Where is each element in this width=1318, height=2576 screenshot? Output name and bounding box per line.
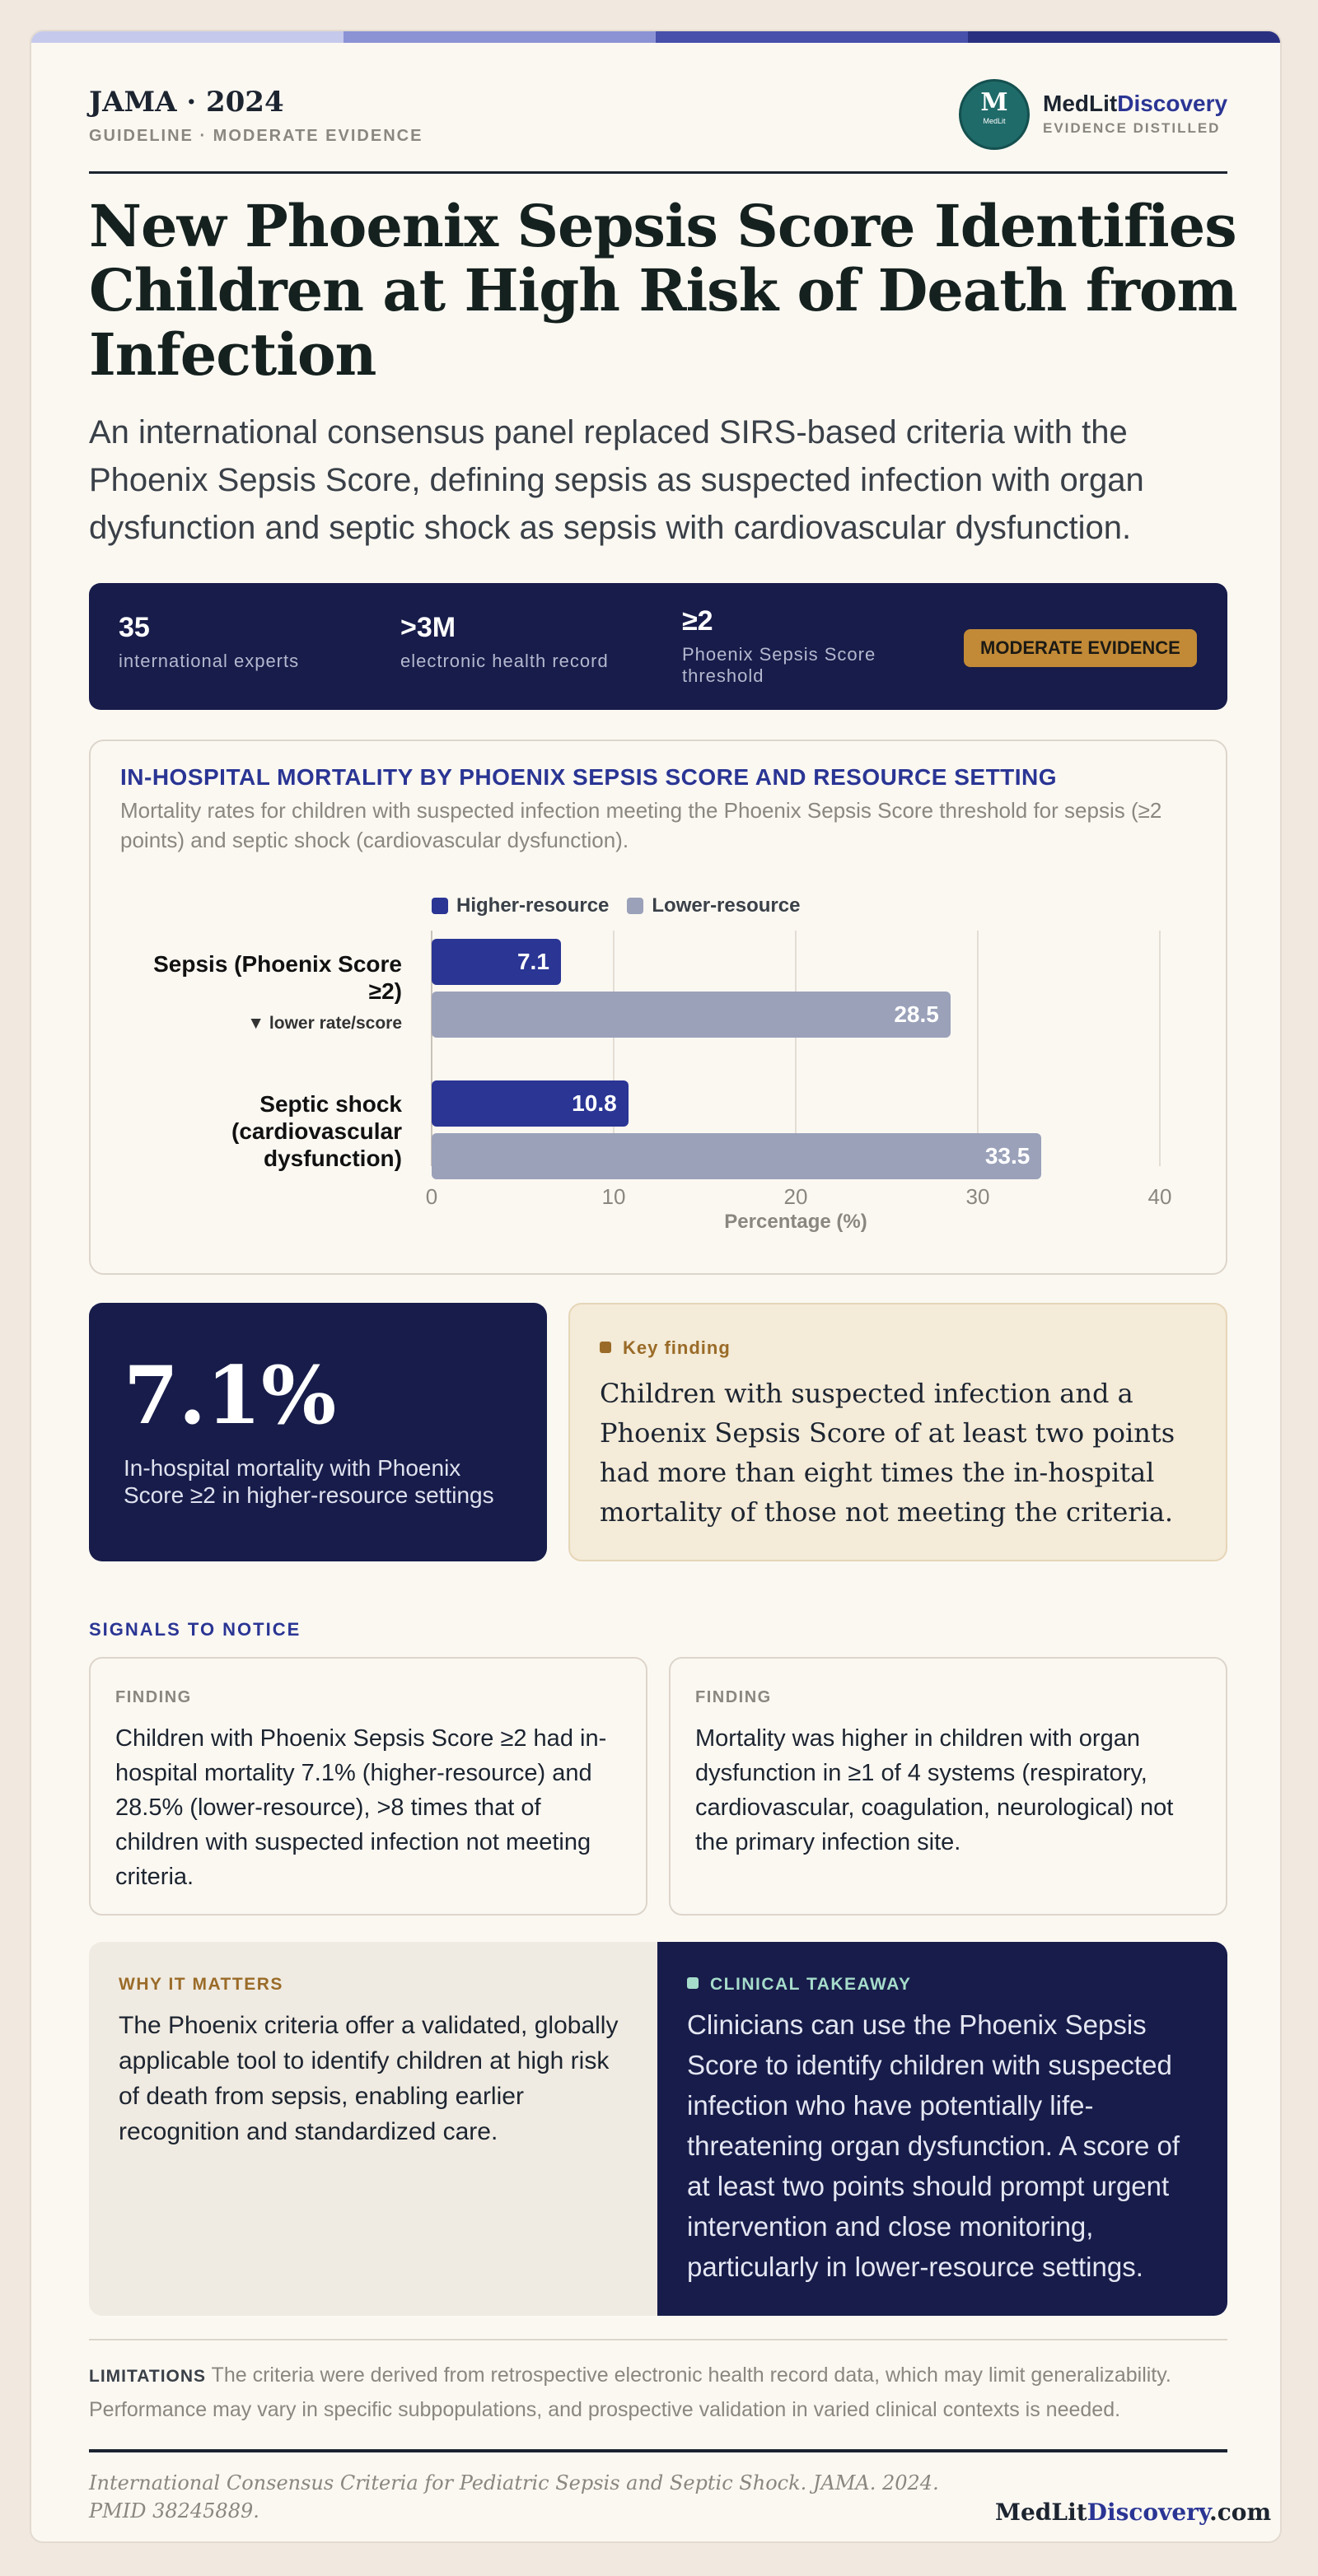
stat-value: 35 <box>119 612 150 643</box>
footer-divider <box>89 2449 1227 2452</box>
takeaway-text: Clinicians can use the Phoenix Sepsis Score to identify children with suspected infection who have potentially life-threatening organ dysfunction. A score of at least two points should prompt urgent intervention and close monitoring, particularly in lower-resource settings. <box>687 2009 1180 2282</box>
legend-swatch <box>627 898 643 914</box>
stats-strip <box>89 583 1227 710</box>
finding-text: Mortality was higher in children with organ dysfunction in ≥1 of 4 systems (respiratory, cardiovascular, coagulation, neurological) not the primary infection site. <box>695 1725 1174 1855</box>
limitations-label: LIMITATIONS <box>89 2367 207 2386</box>
logo-mark: M <box>980 88 1008 117</box>
square-bullet-icon <box>600 1342 611 1353</box>
highlight-value: 7.1% <box>124 1349 337 1442</box>
site-name <box>995 2499 1272 2526</box>
topbar-segment <box>656 31 968 43</box>
why-it-matters <box>89 1942 657 2316</box>
category-text: Sepsis (Phoenix Score ≥2) <box>153 951 402 1004</box>
gridline <box>977 931 979 1166</box>
key-finding-label-text: Key finding <box>623 1337 731 1358</box>
site-name-c: .com <box>1208 2499 1272 2526</box>
bar-lower-resource: 28.5 <box>432 992 951 1038</box>
x-tick-label: 0 <box>425 1184 438 1209</box>
finding-text: Children with Phoenix Sepsis Score ≥2 had in-hospital mortality 7.1% (higher-resource) and 28.5% (lower-resource), >8 times that of children with suspected infection not meeting criteria. <box>115 1725 607 1890</box>
square-bullet-icon <box>687 1977 699 1989</box>
takeaway-label-text: CLINICAL TAKEAWAY <box>710 1975 912 1994</box>
bar-higher-resource: 10.8 <box>432 1080 629 1127</box>
finding-label: FINDING <box>115 1688 192 1706</box>
stat-value: ≥2 <box>682 605 713 637</box>
x-tick-label: 10 <box>601 1184 626 1209</box>
bar-higher-resource: 7.1 <box>432 939 561 985</box>
citation: International Consensus Criteria for Pediatric Sepsis and Septic Shock. JAMA. 2024. PMID 38245889. <box>89 2471 939 2522</box>
why-text: The Phoenix criteria offer a validated, globally applicable tool to identify children at high risk of death from sepsis, enabling earlier recognition and standardized care. <box>119 2012 619 2145</box>
gridline <box>613 931 615 1166</box>
key-finding-card <box>568 1303 1227 1561</box>
finding-card-2 <box>669 1657 1227 1916</box>
category-label-septic-shock <box>138 1090 402 1172</box>
category-text: Septic shock (cardiovascular dysfunction) <box>231 1091 402 1171</box>
mortality-chart-card <box>89 740 1227 1275</box>
finding-label: FINDING <box>695 1688 772 1706</box>
bar-lower-resource: 33.5 <box>432 1133 1041 1179</box>
logo-small-text: MedLit <box>983 117 1006 125</box>
highlight-label: In-hospital mortality with Phoenix Score ≥2 in higher-resource settings <box>124 1455 494 1508</box>
brand-tagline: EVIDENCE DISTILLED <box>1043 120 1221 136</box>
evidence-badge: MODERATE EVIDENCE <box>964 629 1197 667</box>
site-name-a: MedLit <box>995 2499 1087 2526</box>
header-divider <box>89 171 1227 174</box>
why-label: WHY IT MATTERS <box>119 1975 283 1994</box>
article-meta: GUIDELINE · MODERATE EVIDENCE <box>89 127 423 145</box>
highlight-stat-card <box>89 1303 547 1561</box>
stat-label: Phoenix Sepsis Score threshold <box>682 644 876 686</box>
finding-card-1 <box>89 1657 647 1916</box>
legend-swatch <box>432 898 448 914</box>
x-tick-label: 40 <box>1147 1184 1172 1209</box>
why-takeaway-panel <box>89 1942 1227 2316</box>
x-axis-label: Percentage (%) <box>724 1211 867 1233</box>
brand-name-b: Discovery <box>1117 91 1228 116</box>
infographic-card <box>30 30 1282 2543</box>
brand-name-a: MedLit <box>1043 91 1118 116</box>
topbar-segment <box>968 31 1280 43</box>
limitations <box>89 2359 1227 2426</box>
stat-label: electronic health record <box>400 651 609 671</box>
x-tick-label: 30 <box>965 1184 990 1209</box>
clinical-takeaway <box>657 1942 1227 2316</box>
category-note: ▼ lower rate/score <box>247 1014 402 1033</box>
stat-label: international experts <box>119 651 300 671</box>
legend-item-higher <box>432 894 609 917</box>
signals-heading: SIGNALS TO NOTICE <box>89 1619 301 1640</box>
key-finding-label <box>600 1337 731 1359</box>
top-color-bar <box>31 31 1280 43</box>
chart-subtitle: Mortality rates for children with suspected infection meeting the Phoenix Sepsis Score threshold for sepsis (≥2 points) and septic shock (cardiovascular dysfunction). <box>120 798 1162 852</box>
topbar-segment <box>344 31 656 43</box>
takeaway-label <box>687 1975 911 1995</box>
limitations-text: The criteria were derived from retrospective electronic health record data, which may limit generalizability. Performance may vary in specific subpopulations, and prospective validation in varied clinical contexts is needed. <box>89 2364 1171 2421</box>
journal-name: JAMA · 2024 <box>89 86 284 119</box>
category-label-sepsis <box>138 950 402 1037</box>
legend-item-lower <box>627 894 800 917</box>
stat-experts <box>119 611 366 672</box>
brand-name <box>1043 91 1227 117</box>
brand-logo-icon <box>959 79 1030 150</box>
stat-value: >3M <box>400 612 456 643</box>
site-name-b: Discovery <box>1087 2499 1209 2526</box>
limitations-divider <box>89 2339 1227 2340</box>
key-finding-text: Children with suspected infection and a Phoenix Sepsis Score of at least two points had more than eight times the in-hospital mortality of those not meeting the criteria. <box>600 1378 1175 1528</box>
chart-legend <box>432 894 800 917</box>
lede-paragraph: An international consensus panel replaced SIRS-based criteria with the Phoenix Sepsis Score, defining sepsis as suspected infection with organ dysfunction and septic shock as sepsis with cardiovascular dysfunction. <box>89 414 1144 546</box>
legend-label: Higher-resource <box>456 894 610 917</box>
gridline <box>795 931 797 1166</box>
stat-records <box>400 611 647 672</box>
topbar-segment <box>31 31 344 43</box>
page-title: New Phoenix Sepsis Score Identifies Children at High Risk of Death from Infection <box>89 192 1237 389</box>
stat-threshold <box>682 604 929 687</box>
x-tick-label: 20 <box>783 1184 808 1209</box>
gridline <box>1159 931 1161 1166</box>
chart-title: IN-HOSPITAL MORTALITY BY PHOENIX SEPSIS SCORE AND RESOURCE SETTING <box>120 764 1058 790</box>
legend-label: Lower-resource <box>652 894 801 917</box>
